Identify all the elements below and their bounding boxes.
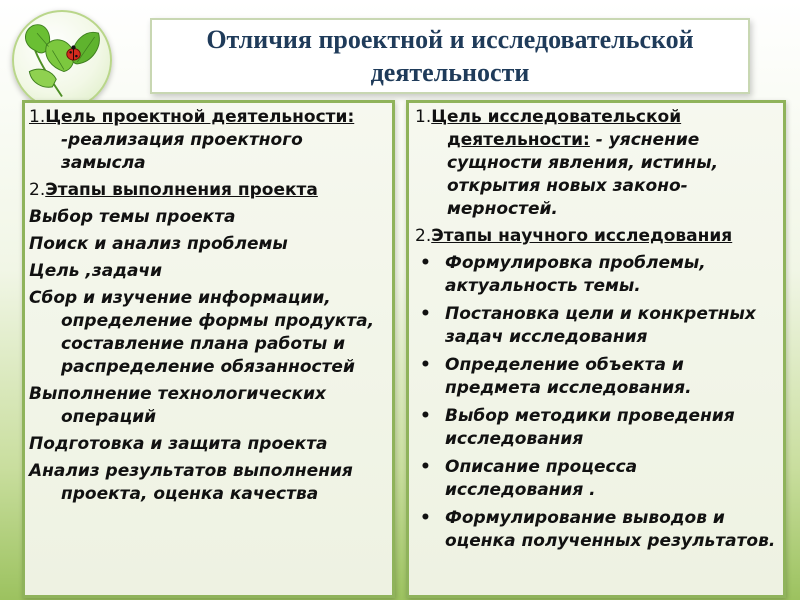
research-stage-item — [415, 456, 777, 502]
bullet-icon: • — [420, 304, 431, 324]
research-stage-item — [415, 252, 777, 298]
research-stages-heading: Этапы научного исследования — [431, 226, 733, 246]
project-stages-heading-line — [29, 179, 386, 202]
research-goal-heading: Цель исследовательской деятельности: — [431, 107, 682, 150]
research-stage-item — [415, 354, 777, 400]
research-activity-panel — [406, 100, 786, 598]
title-banner — [150, 18, 750, 94]
research-stage-item — [415, 303, 777, 349]
project-stage-item: Анализ результатов выполнения проекта, оценка качества — [29, 461, 353, 504]
leaves-with-ladybug-icon — [14, 12, 110, 108]
project-goal-number: 1. — [29, 107, 46, 127]
research-goal-text: - уяснение сущности явления, истины, открытия новых законо-мерностей. — [447, 130, 719, 219]
research-stage-text: Формулирование выводов и оценка полученных результатов. — [445, 508, 776, 551]
research-stages-list — [415, 252, 777, 553]
research-stage-text: Описание процесса исследования . — [445, 457, 638, 500]
project-stages-number: 2. — [29, 180, 46, 200]
project-stage-item: Поиск и анализ проблемы — [29, 234, 288, 254]
project-stage-item: Выбор темы проекта — [29, 207, 236, 227]
project-goal — [29, 106, 386, 175]
project-activity-panel — [22, 100, 395, 598]
research-stage-item — [415, 405, 777, 451]
bullet-icon: • — [420, 406, 431, 426]
bullet-icon: • — [420, 253, 431, 273]
bullet-icon: • — [420, 457, 431, 477]
page-title: Отличия проектной и исследовательской деятельности — [206, 25, 694, 87]
project-stage-item: Выполнение технологических операций — [29, 384, 326, 427]
research-stages-heading-line — [415, 225, 777, 248]
project-goal-heading: Цель проектной деятельности: — [45, 107, 355, 127]
research-stages-number: 2. — [415, 226, 432, 246]
project-stage-item: Цель ,задачи — [29, 261, 163, 281]
project-stage-item: Подготовка и защита проекта — [29, 434, 328, 454]
research-goal-number: 1. — [415, 107, 432, 127]
research-stage-text: Выбор методики проведения исследования — [445, 406, 735, 449]
research-stage-text: Постановка цели и конкретных задач исследования — [445, 304, 756, 347]
bullet-icon: • — [420, 508, 431, 528]
logo — [12, 10, 112, 110]
project-stages-heading: Этапы выполнения проекта — [45, 180, 318, 200]
research-goal — [415, 106, 777, 221]
project-stage-item: Сбор и изучение информации, определение формы продукта, составление плана работы и распределение обязанностей — [29, 288, 375, 377]
project-goal-text: -реализация проектного замысла — [61, 130, 303, 173]
research-stage-text: Определение объекта и предмета исследования. — [445, 355, 692, 398]
research-stage-text: Формулировка проблемы, актуальность темы. — [445, 253, 706, 296]
bullet-icon: • — [420, 355, 431, 375]
research-stage-item — [415, 507, 777, 553]
